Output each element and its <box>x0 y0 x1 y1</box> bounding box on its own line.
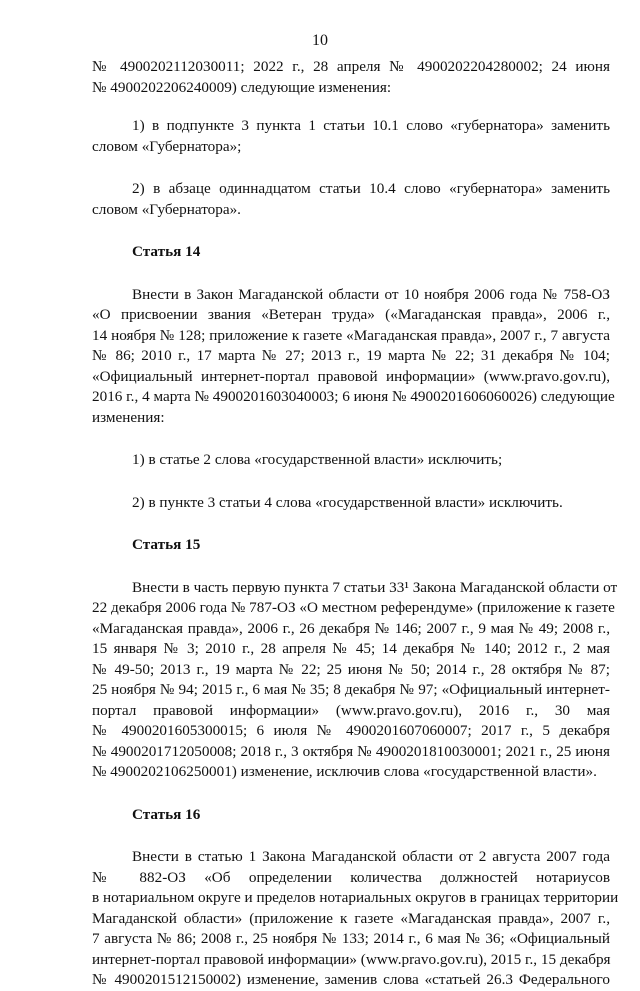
text-line: 1) в подпункте 3 пункта 1 статьи 10.1 слово «губернатора» заменить <box>132 117 610 134</box>
text-line: Внести в часть первую пункта 7 статьи 33¹ Закона Магаданской области от <box>132 578 618 596</box>
text-line: в нотариальном округе и пределов нотариальных округов в границах территории <box>92 889 619 906</box>
paragraph <box>92 57 610 98</box>
paragraph <box>92 116 610 157</box>
text-line: № 882-ОЗ «Об определении количества должностей нотариусов <box>92 868 610 886</box>
text-line: Внести в статью 1 Закона Магаданской области от 2 августа 2007 года <box>132 848 610 865</box>
text-line: Внести в Закон Магаданской области от 10 ноября 2006 года № 758-ОЗ <box>132 285 610 303</box>
text-line: № 49-50; 2013 г., 19 марта № 22; 25 июня № 50; 2014 г., 28 октября № 87; <box>92 660 610 678</box>
text-line: № 4900201605300015; 6 июля № 4900201607060007; 2017 г., 5 декабря <box>92 722 610 739</box>
document-body <box>92 57 619 991</box>
paragraph <box>92 493 610 514</box>
text-line: № 4900201712050008; 2018 г., 3 октября № 4900201810030001; 2021 г., 25 июня <box>92 742 610 760</box>
article-heading: Статья 16 <box>132 805 201 823</box>
paragraph <box>92 285 615 429</box>
text-line: Магаданской области» (приложение к газете «Магаданская правда», 2007 г., <box>92 909 610 927</box>
article-heading: Статья 15 <box>132 536 201 553</box>
text-line: интернет-портал правовой информации» (www.pravo.gov.ru), 2015 г., 15 декабря <box>92 950 611 968</box>
paragraph <box>92 450 610 471</box>
text-line: 1) в статье 2 слова «государственной власти» исключить; <box>132 451 503 468</box>
text-line: портал правовой информации» (www.pravo.gov.ru), 2016 г., 30 мая <box>92 701 610 719</box>
text-line: «Официальный интернет-портал правовой информации» (www.pravo.gov.ru), <box>92 367 610 385</box>
text-line: № 86; 2010 г., 17 марта № 27; 2013 г., 19 марта № 22; 31 декабря № 104; <box>92 347 610 364</box>
text-line: № 4900201512150002) изменение, заменив слова «статьей 26.3 Федерального <box>92 971 610 988</box>
text-line: «О присвоении звания «Ветеран труда» («Магаданская правда», 2006 г., <box>92 306 610 323</box>
paragraph <box>92 847 619 991</box>
text-line: изменения: <box>92 408 165 426</box>
text-line: 2) в пункте 3 статьи 4 слова «государственной власти» исключить. <box>132 493 563 511</box>
text-line: словом «Губернатора»; <box>92 137 242 155</box>
paragraph <box>92 179 610 220</box>
text-line: № 4900202106250001) изменение, исключив слова «государственной власти». <box>92 763 597 780</box>
text-line: 14 ноября № 128; приложение к газете «Магаданская правда», 2007 г., 7 августа <box>92 326 610 344</box>
article-heading: Статья 14 <box>132 243 201 260</box>
text-line: 2) в абзаце одиннадцатом статьи 10.4 слово «губернатора» заменить <box>132 180 610 197</box>
text-line: № 4900202206240009) следующие изменения: <box>92 78 392 96</box>
text-line: 22 декабря 2006 года № 787-ОЗ «О местном референдуме» (приложение к газете <box>92 599 615 616</box>
text-line: словом «Губернатора». <box>92 200 241 218</box>
text-line: «Магаданская правда», 2006 г., 26 декабря № 146; 2007 г., 9 мая № 49; 2008 г., <box>92 619 610 637</box>
page-number: 10 <box>312 32 328 49</box>
text-line: 7 августа № 86; 2008 г., 25 ноября № 133; 2014 г., 6 мая № 36; «Официальный <box>92 930 610 947</box>
text-line: 2016 г., 4 марта № 4900201603040003; 6 июня № 4900201606060026) следующие <box>92 388 615 405</box>
text-line: 25 ноября № 94; 2015 г., 6 мая № 35; 8 декабря № 97; «Официальный интернет- <box>92 681 610 698</box>
text-line: № 4900202112030011; 2022 г., 28 апреля № 4900202204280002; 24 июня <box>92 58 610 75</box>
paragraph <box>92 578 618 783</box>
text-line: 15 января № 3; 2010 г., 28 апреля № 45; 14 декабря № 140; 2012 г., 2 мая <box>92 640 610 657</box>
